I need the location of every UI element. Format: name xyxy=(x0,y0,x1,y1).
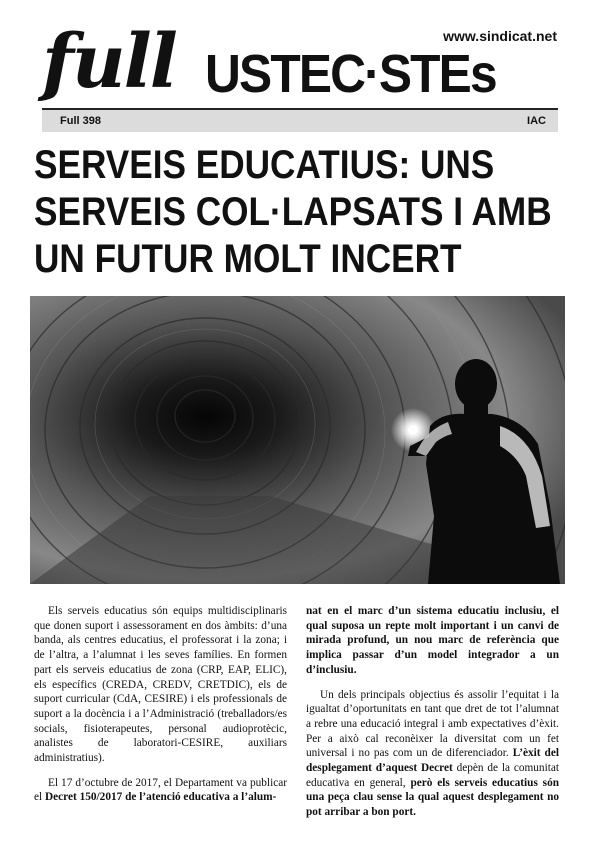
headline-line-2: SERVEIS COL·LAPSATS I AMB xyxy=(34,190,552,234)
section-label: IAC xyxy=(527,115,546,127)
logo-ustec-stes: USTEC·STEs xyxy=(205,44,496,104)
headline-line-3: UN FUTUR MOLT INCERT xyxy=(34,237,462,281)
article-text: Un dels principals objectius és assolir l’equitat i la igualtat d’oportunitats en tant que dret de tot l’alumnat a rebre una educació integral i amb expectatives d’èxit. Per a això cal reconèixer la diversitat com un fet universal i no pas com un de diferenciador. xyxy=(306,688,559,760)
decree-reference: Decret 150/2017 de l’atenció educativa a l’alum- xyxy=(44,791,277,804)
issue-bar xyxy=(42,108,558,132)
headline xyxy=(34,142,564,283)
article-text: El 17 d’octubre de 2017, el Departament va publicar el xyxy=(34,776,287,804)
masthead xyxy=(0,0,595,118)
article-bold-text: però els serveis educatius són una peça clau sense la qual aquest desplegament no pot arribar a bon port. xyxy=(306,776,559,819)
website-link[interactable]: www.sindicat.net xyxy=(443,28,557,44)
article-column-left xyxy=(34,604,287,815)
article-text: depèn de la comunitat educativa en general, xyxy=(306,762,560,789)
article-bold-text: L’èxit del desplegament d’aquest Decret xyxy=(306,747,559,775)
tunnel-illustration xyxy=(30,296,565,584)
article-column-right xyxy=(306,604,559,830)
issue-number: Full 398 xyxy=(60,115,101,127)
article-paragraph xyxy=(306,688,559,820)
logo-full: full xyxy=(42,19,176,105)
headline-line-1: SERVEIS EDUCATIUS: UNS xyxy=(34,143,495,187)
article-paragraph xyxy=(34,776,287,805)
article-paragraph: Els serveis educatius són equips multidisciplinaris que donen suport i assessorament en dos àmbits: d’una banda, als centres educatius, el professorat i la zona; i de l’altra, a l’alumnat i les seves famílies. En formen part els serveis educatius de zona (CRP, EAP, ELIC), els específics (CREDA, CREDV, CRETDIC), els de suport curricular (CdA, CESIRE) i els professionals de suport a la docència i a l’Administració (treballadors/es socials, fisioterapeutes, personal audioprotècic, analistes de laboratori-CESIRE, auxiliars administratius). xyxy=(34,605,287,765)
article-paragraph xyxy=(306,604,559,678)
article-bold-text: nat en el marc d’un sistema educatiu inclusiu, el qual suposa un repte molt important i un canvi de mirada profund, un nou marc de referència que implica passar d’un model integrador a un d’inclusiu. xyxy=(306,605,559,676)
tunnel-photo xyxy=(30,296,565,584)
